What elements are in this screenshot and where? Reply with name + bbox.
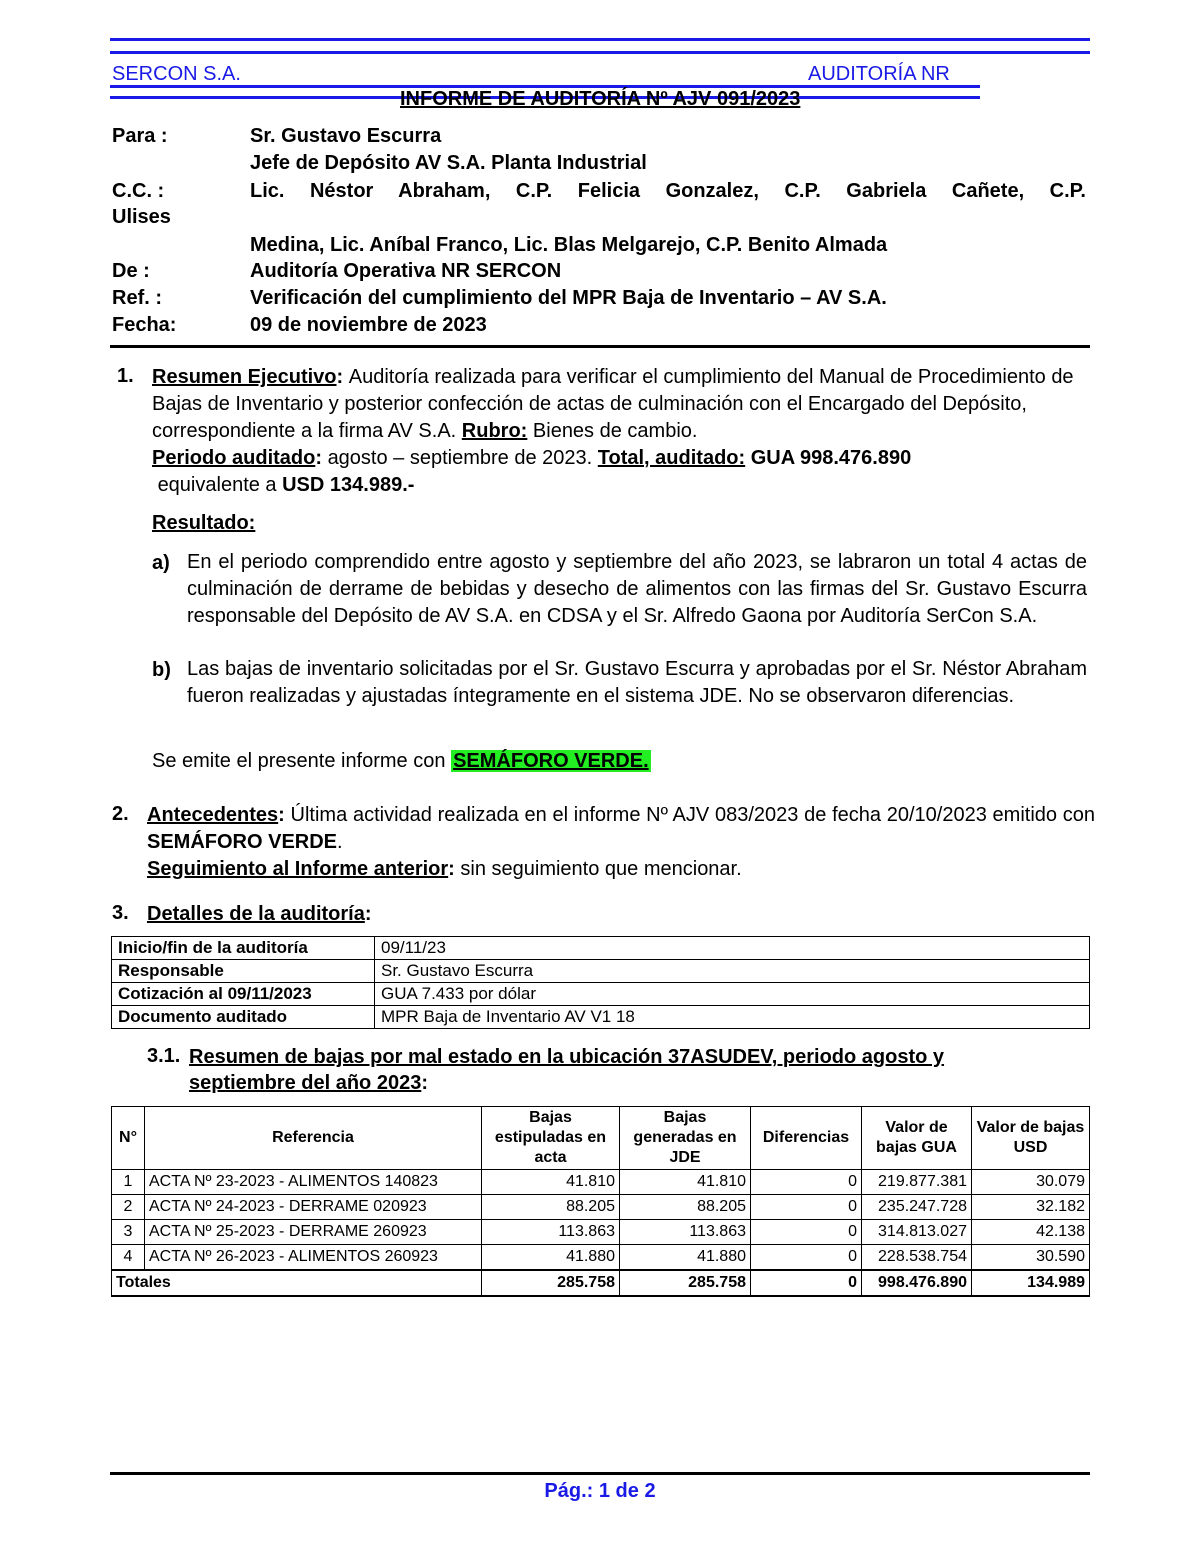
company-name: SERCON S.A. <box>112 63 241 85</box>
subsection-3-1-number: 3.1. <box>147 1045 181 1067</box>
row-jde: 41.810 <box>620 1170 751 1195</box>
col-header-acta: Bajas estipuladas en acta <box>482 1107 620 1170</box>
closing-line <box>152 748 651 775</box>
footer-rule <box>110 1472 1090 1475</box>
row-gua: 314.813.027 <box>862 1220 972 1245</box>
item-a-text: En el periodo comprendido entre agosto y septiembre del año 2023, se labraron un total 4 actas de culminación de derrame de bebidas y desecho de alimentos con las firmas del Sr. Gustavo Escurra responsable del Depósito de AV S.A. en CDSA y el Sr. Alfredo Gaona por Auditoría SerCon S.A. <box>187 551 1087 627</box>
row-diff: 0 <box>751 1195 862 1220</box>
section-2-text: Última actividad realizada en el informe Nº AJV 083/2023 de fecha 20/10/2023 emitido con <box>290 804 1095 826</box>
row-usd: 30.590 <box>972 1245 1090 1271</box>
totals-jde: 285.758 <box>620 1270 751 1296</box>
table-row <box>112 1245 1090 1271</box>
to-label: Para : <box>112 125 168 147</box>
col-header-reference: Referencia <box>145 1107 482 1170</box>
from-value: Auditoría Operativa NR SERCON <box>250 260 562 282</box>
section-1-number: 1. <box>117 365 134 387</box>
row-number: 2 <box>112 1195 145 1220</box>
table-row <box>112 1220 1090 1245</box>
subsection-heading-line-2: septiembre del año 2023 <box>189 1072 422 1094</box>
section-2-number: 2. <box>112 803 129 825</box>
row-usd: 32.182 <box>972 1195 1090 1220</box>
total-value: GUA 998.476.890 <box>750 447 912 469</box>
detail-value: 09/11/23 <box>375 937 1090 960</box>
cc-wrap: Ulises <box>112 206 171 228</box>
cc-line-2: Medina, Lic. Aníbal Franco, Lic. Blas Melgarejo, C.P. Benito Almada <box>250 234 888 256</box>
row-gua: 219.877.381 <box>862 1170 972 1195</box>
equiv-value: USD 134.989.- <box>282 474 415 496</box>
header-top-rule <box>110 38 1090 54</box>
row-diff: 0 <box>751 1220 862 1245</box>
subsection-heading-line-1: Resumen de bajas por mal estado en la ubicación 37ASUDEV, periodo agosto y <box>189 1046 945 1068</box>
audit-details-table <box>111 936 1090 1029</box>
row-number: 4 <box>112 1245 145 1271</box>
item-b-text: Las bajas de inventario solicitadas por el Sr. Gustavo Escurra y aprobadas por el Sr. Néstor Abraham fueron realizadas y ajustadas íntegramente en el sistema JDE. No se observaron diferencias. <box>187 658 1087 707</box>
section-2-heading: Antecedentes <box>147 804 279 826</box>
row-usd: 30.079 <box>972 1170 1090 1195</box>
item-b-label: b) <box>152 659 171 681</box>
to-role: Jefe de Depósito AV S.A. Planta Industrial <box>250 152 647 174</box>
row-reference: ACTA Nº 25-2023 - DERRAME 260923 <box>145 1220 482 1245</box>
detail-key: Cotización al 09/11/2023 <box>112 983 375 1006</box>
row-gua: 228.538.754 <box>862 1245 972 1271</box>
cc-label: C.C. : <box>112 180 165 202</box>
row-diff: 0 <box>751 1170 862 1195</box>
row-acta: 113.863 <box>482 1220 620 1245</box>
col-header-jde: Bajas generadas en JDE <box>620 1107 751 1170</box>
followup-value: sin seguimiento que mencionar. <box>460 858 742 880</box>
row-reference: ACTA Nº 23-2023 - ALIMENTOS 140823 <box>145 1170 482 1195</box>
section-1-text: Auditoría realizada para verificar el cumplimiento del Manual de Procedimiento de Bajas de Inventario y posterior confección de actas de culminación con el Encargado del Depósito, correspondiente a la firma AV S.A. <box>152 366 1074 442</box>
totals-row <box>112 1270 1090 1296</box>
ref-value: Verificación del cumplimiento del MPR Baja de Inventario – AV S.A. <box>250 287 887 309</box>
totals-gua: 998.476.890 <box>862 1270 972 1296</box>
section-3-number: 3. <box>112 902 129 924</box>
col-header-diff: Diferencias <box>751 1107 862 1170</box>
period-value: agosto – septiembre de 2023. <box>327 447 593 469</box>
totals-diff: 0 <box>751 1270 862 1296</box>
row-acta: 88.205 <box>482 1195 620 1220</box>
period-label: Periodo auditado <box>152 447 316 469</box>
detail-key: Documento auditado <box>112 1006 375 1029</box>
page-number: Pág.: 1 de 2 <box>544 1480 656 1502</box>
semaforo-verde-badge: SEMÁFORO VERDE. <box>453 750 649 772</box>
row-jde: 41.880 <box>620 1245 751 1271</box>
row-acta: 41.880 <box>482 1245 620 1271</box>
detail-value: Sr. Gustavo Escurra <box>375 960 1090 983</box>
item-a-label: a) <box>152 552 170 574</box>
row-reference: ACTA Nº 24-2023 - DERRAME 020923 <box>145 1195 482 1220</box>
section-1-heading: Resumen Ejecutivo <box>152 366 337 388</box>
table-row <box>112 1195 1090 1220</box>
equiv-text: equivalente a <box>157 474 277 496</box>
memo-divider <box>110 345 1090 348</box>
from-label: De : <box>112 260 150 282</box>
totals-usd: 134.989 <box>972 1270 1090 1296</box>
detail-value: GUA 7.433 por dólar <box>375 983 1090 1006</box>
totals-label: Totales <box>112 1270 482 1296</box>
col-header-usd: Valor de bajas USD <box>972 1107 1090 1170</box>
table-row <box>112 983 1090 1006</box>
row-number: 1 <box>112 1170 145 1195</box>
department-name: AUDITORÍA NR <box>808 63 950 85</box>
report-title: INFORME DE AUDITORÍA Nº AJV 091/2023 <box>400 88 801 110</box>
table-row <box>112 1170 1090 1195</box>
subsection-3-1-heading: Resumen de bajas por mal estado en la ubicación 37ASUDEV, periodo agosto y septiembre del año 2023: <box>189 1046 945 1094</box>
ref-label: Ref. : <box>112 287 162 309</box>
col-header-gua: Valor de bajas GUA <box>862 1107 972 1170</box>
to-name: Sr. Gustavo Escurra <box>250 125 442 147</box>
row-diff: 0 <box>751 1245 862 1271</box>
bajas-summary-table <box>111 1106 1090 1297</box>
date-label: Fecha: <box>112 314 177 336</box>
detail-key: Inicio/fin de la auditoría <box>112 937 375 960</box>
section-3-heading: Detalles de la auditoría <box>147 903 365 925</box>
row-jde: 88.205 <box>620 1195 751 1220</box>
row-acta: 41.810 <box>482 1170 620 1195</box>
row-jde: 113.863 <box>620 1220 751 1245</box>
row-usd: 42.138 <box>972 1220 1090 1245</box>
section-1-summary: Resumen Ejecutivo: Auditoría realizada para verificar el cumplimiento del Manual de Procedimiento de Bajas de Inventario y posterior confección de actas de culminación con el Encargado del Depósito, correspondiente a la firma AV S.A. Rubro: Bienes de cambio. Periodo auditado: agosto – septiembre de 2023. Total, auditado: GUA 998.476.890 equivalente a USD 134.989.- <box>152 366 1074 496</box>
section-3-title: Detalles de la auditoría: <box>147 903 372 925</box>
rubro-value: Bienes de cambio. <box>532 420 698 442</box>
result-heading: Resultado: <box>152 512 256 534</box>
row-number: 3 <box>112 1220 145 1245</box>
totals-acta: 285.758 <box>482 1270 620 1296</box>
closing-text: Se emite el presente informe con <box>152 750 446 772</box>
detail-key: Responsable <box>112 960 375 983</box>
section-2-flag: SEMÁFORO VERDE <box>147 831 338 853</box>
table-header-row <box>112 1107 1090 1170</box>
row-reference: ACTA Nº 26-2023 - ALIMENTOS 260923 <box>145 1245 482 1271</box>
rubro-label: Rubro: <box>461 420 528 442</box>
row-gua: 235.247.728 <box>862 1195 972 1220</box>
section-2-body: Antecedentes: Última actividad realizada en el informe Nº AJV 083/2023 de fecha 20/10/2023 emitido con SEMÁFORO VERDE. Seguimiento al Informe anterior: sin seguimiento que mencionar. <box>147 804 1095 880</box>
cc-line-1: Lic. Néstor Abraham, C.P. Felicia Gonzalez, C.P. Gabriela Cañete, C.P. <box>250 180 1086 202</box>
col-header-number: N° <box>112 1107 145 1170</box>
total-label: Total, auditado: <box>597 447 746 469</box>
table-row <box>112 960 1090 983</box>
table-row <box>112 937 1090 960</box>
table-row <box>112 1006 1090 1029</box>
detail-value: MPR Baja de Inventario AV V1 18 <box>375 1006 1090 1029</box>
followup-label: Seguimiento al Informe anterior <box>147 858 449 880</box>
date-value: 09 de noviembre de 2023 <box>250 314 487 336</box>
